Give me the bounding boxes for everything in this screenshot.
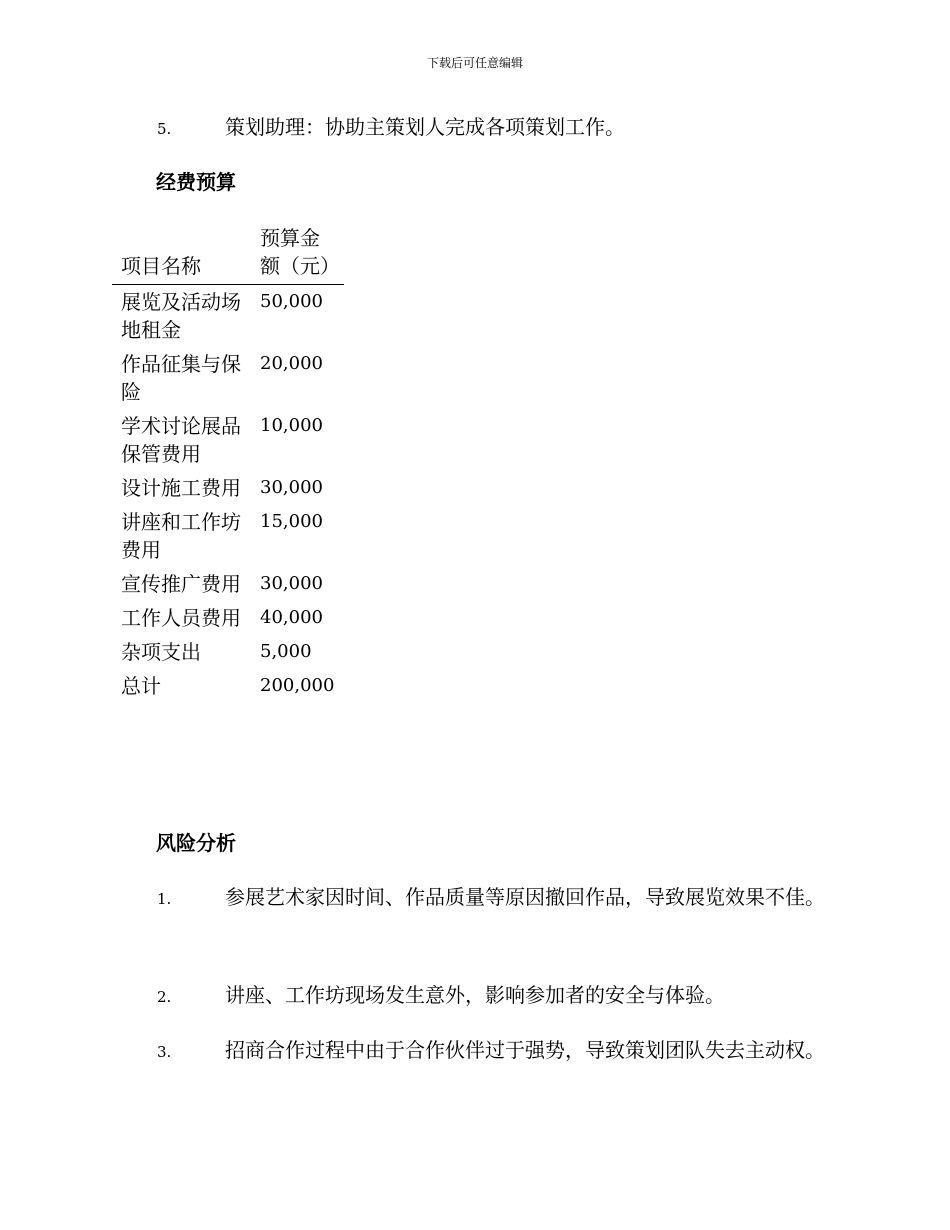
item-name-cell: 工作人员费用 (121, 606, 241, 630)
list-item-role-5 (113, 107, 838, 149)
list-text: 讲座、工作坊现场发生意外，影响参加者的安全与体验。 (225, 983, 725, 1007)
risk-item-2 (113, 975, 838, 1017)
column-header-amount: 预算金额（元） (251, 222, 344, 285)
table-row (112, 285, 344, 348)
item-name-cell: 设计施工费用 (121, 476, 241, 500)
risk-item-1 (113, 877, 838, 919)
table-row (112, 635, 344, 669)
item-name-cell: 杂项支出 (121, 640, 201, 664)
list-number: 3. (157, 1043, 172, 1061)
amount-cell: 50,000 (260, 291, 323, 312)
amount-cell: 15,000 (260, 511, 323, 532)
table-row (112, 567, 344, 601)
item-name-cell: 宣传推广费用 (121, 572, 241, 596)
table-row (112, 471, 344, 505)
total-label-cell: 总计 (121, 674, 161, 698)
table-header-row (112, 222, 344, 285)
list-text: 招商合作过程中由于合作伙伴过于强势，导致策划团队失去主动权。 (225, 1038, 825, 1062)
list-text: 策划助理：协助主策划人完成各项策划工作。 (225, 115, 625, 139)
list-number: 5. (157, 120, 172, 138)
column-header-item: 项目名称 (112, 222, 251, 285)
amount-cell: 10,000 (260, 415, 323, 436)
list-number: 1. (157, 890, 172, 908)
item-name-cell: 学术讨论展品保管费用 (121, 414, 241, 466)
budget-heading: 经费预算 (156, 170, 236, 194)
budget-table (112, 222, 344, 703)
list-number: 2. (157, 988, 172, 1006)
amount-cell: 30,000 (260, 573, 323, 594)
list-text: 参展艺术家因时间、作品质量等原因撤回作品，导致展览效果不佳。 (225, 885, 825, 909)
item-name-cell: 讲座和工作坊费用 (121, 510, 241, 562)
table-row (112, 505, 344, 567)
item-name-cell: 展览及活动场地租金 (121, 290, 241, 342)
item-name-cell: 作品征集与保险 (121, 352, 241, 404)
risk-item-3 (113, 1030, 838, 1072)
table-row (112, 601, 344, 635)
page-header: 下载后可任意编辑 (426, 56, 523, 70)
table-row (112, 409, 344, 471)
table-row (112, 347, 344, 409)
amount-cell: 20,000 (260, 353, 323, 374)
amount-cell: 5,000 (260, 641, 312, 662)
amount-cell: 30,000 (260, 477, 323, 498)
amount-cell: 40,000 (260, 607, 323, 628)
table-row-total (112, 669, 344, 703)
total-amount-cell: 200,000 (260, 675, 335, 696)
risk-heading: 风险分析 (156, 831, 236, 855)
